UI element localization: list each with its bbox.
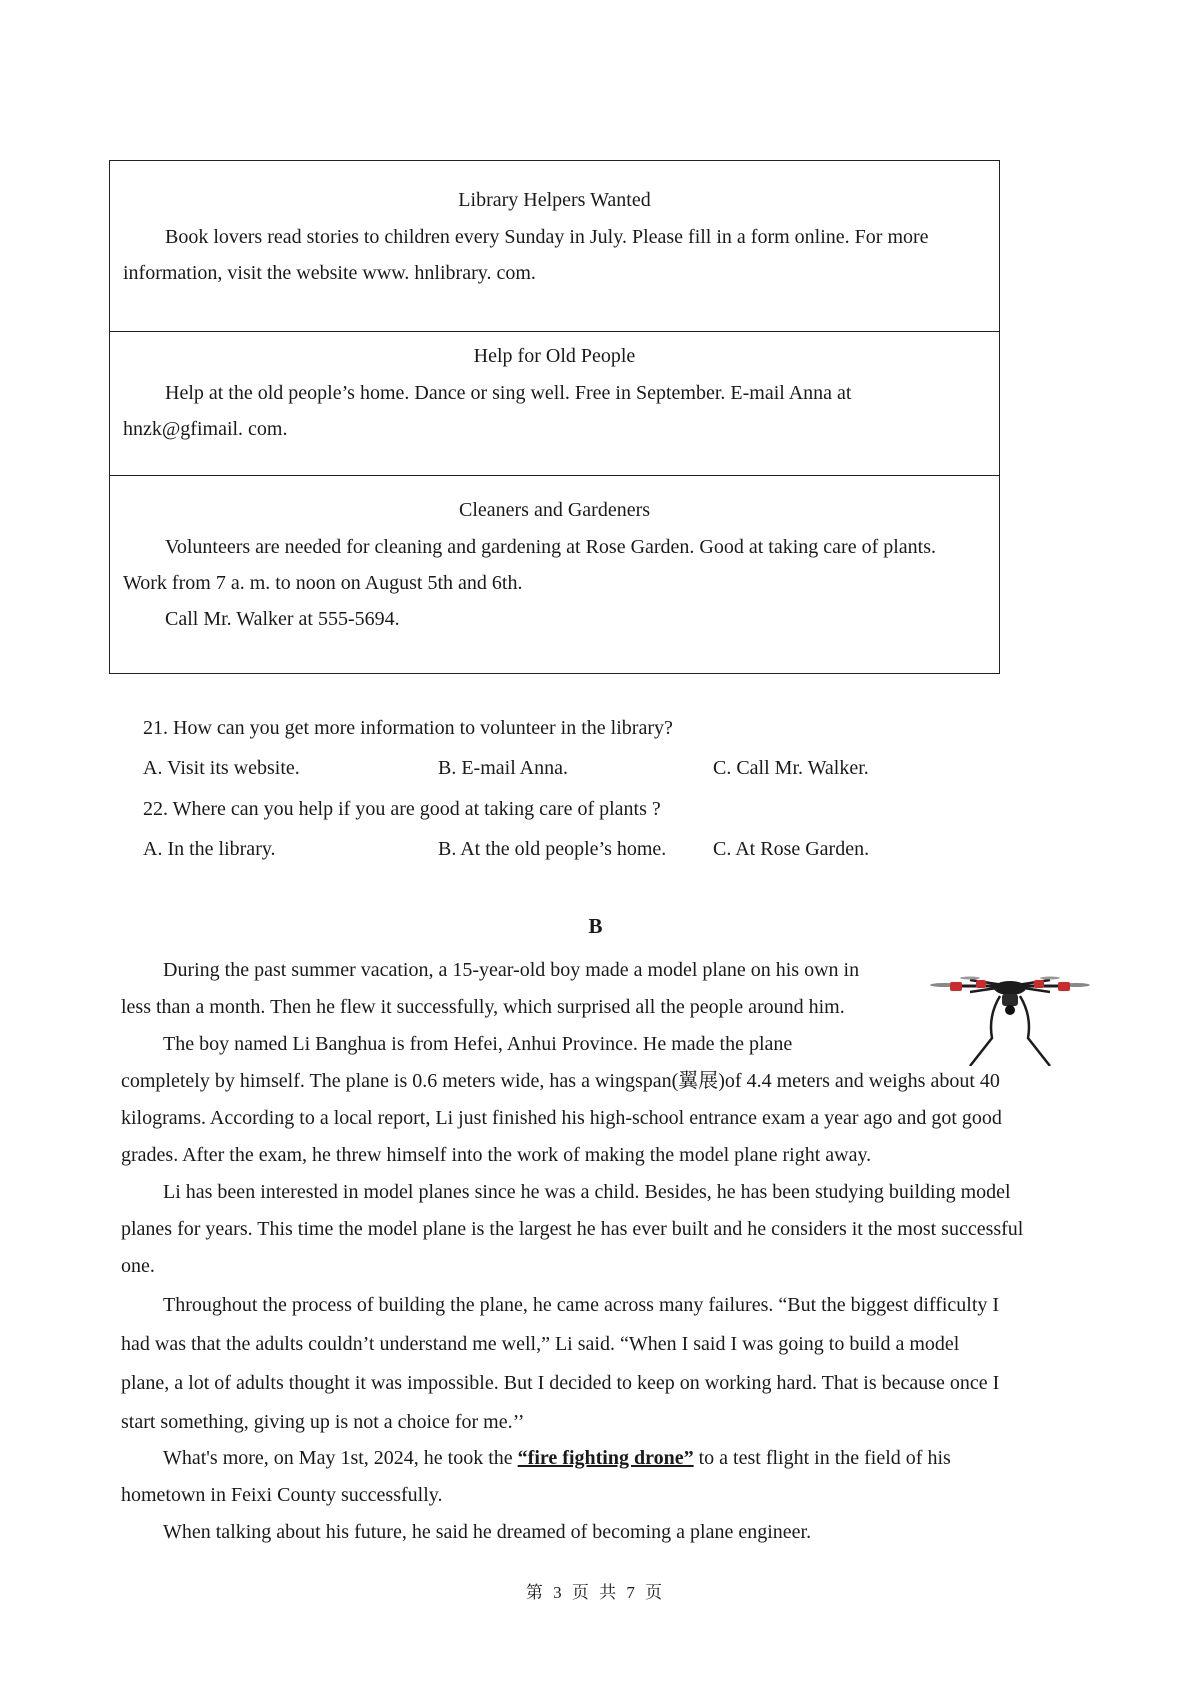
notice-body: Volunteers are needed for cleaning and gardening at Rose Garden. Good at taking care of plants. Work from 7 a. m. to noon on August 5th and 6th. Call Mr. Walker at 555-5694.	[123, 536, 937, 630]
option-21-c: C. Call Mr. Walker.	[713, 757, 869, 779]
paragraph-6: When talking about his future, he said he dreamed of becoming a plane engineer.	[163, 1521, 812, 1543]
notice-title: Cleaners and Gardeners	[458, 499, 651, 521]
option-22-b: B. At the old people’s home.	[438, 838, 667, 860]
page-footer: 第 3 页 共 7 页	[525, 1583, 666, 1602]
option-21-a: A. Visit its website.	[143, 757, 300, 779]
option-22-c: C. At Rose Garden.	[713, 838, 870, 860]
paragraph-5: What's more, on May 1st, 2024, he took the “fire fighting drone” to a test flight in the field of his hometown in Feixi County successfully.	[121, 1447, 951, 1506]
notice-title: Library Helpers Wanted	[458, 189, 651, 211]
notice-body: Book lovers read stories to children every Sunday in July. Please fill in a form online. For more information, visit the website www. hnlibrary. com.	[123, 226, 929, 284]
question-22: 22. Where can you help if you are good at taking care of plants ?	[143, 798, 661, 820]
option-21-b: B. E-mail Anna.	[438, 757, 568, 779]
paragraph-1: During the past summer vacation, a 15-year-old boy made a model plane on his own in less than a month. Then he flew it successfully, which surprised all the people around him.	[121, 959, 860, 1018]
notice-table	[109, 160, 1000, 674]
paragraph-2: The boy named Li Banghua is from Hefei, Anhui Province. He made the plane completely by himself. The plane is 0.6 meters wide, has a wingspan(翼展)of 4.4 meters and weighs about 40 kilograms. According to a local report, Li just finished his high-school entrance exam a year ago and got good grades. After the exam, he threw himself into the work of making the model plane right away.	[121, 1033, 1002, 1166]
notice-help-old-people	[110, 332, 999, 476]
option-22-a: A. In the library.	[143, 838, 276, 860]
notice-body: Help at the old people’s home. Dance or sing well. Free in September. E-mail Anna at hnzk@gfimail. com.	[123, 382, 852, 440]
highlighted-term: “fire fighting drone”	[517, 1447, 694, 1469]
notice-cleaners-gardeners	[110, 476, 999, 673]
notice-title: Help for Old People	[473, 345, 636, 367]
paragraph-3: Li has been interested in model planes since he was a child. Besides, he has been studying building model planes for years. This time the model plane is the largest he has ever built and he considers it the most successful one.	[121, 1181, 1024, 1277]
paragraph-4: Throughout the process of building the plane, he came across many failures. “But the biggest difficulty I had was that the adults couldn’t understand me well,” Li said. “When I said I was going to build a model plane, a lot of adults thought it was impossible. But I decided to keep on working hard. That is because once I start something, giving up is not a choice for me.’’	[121, 1294, 1000, 1433]
notice-library-helpers	[110, 161, 999, 332]
section-heading: B	[588, 914, 603, 938]
question-21: 21. How can you get more information to volunteer in the library?	[143, 717, 673, 739]
